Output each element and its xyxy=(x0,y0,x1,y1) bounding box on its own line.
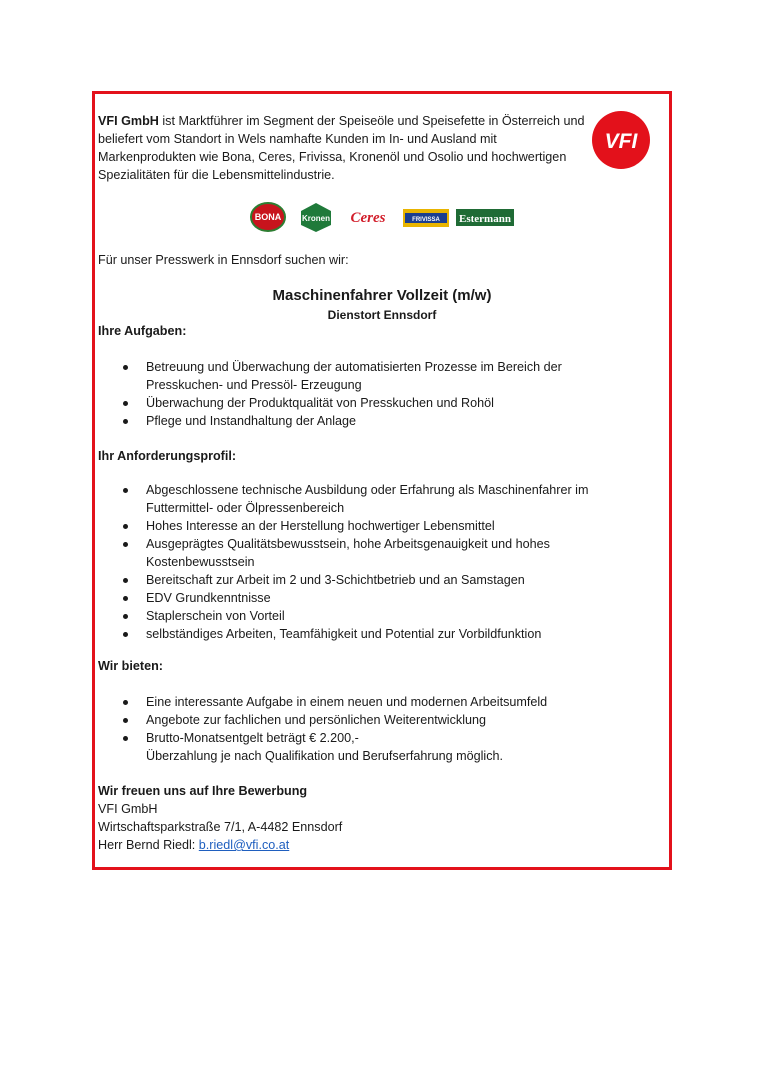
offer-heading: Wir bieten: xyxy=(98,659,163,673)
list-item: Brutto-Monatsentgelt beträgt € 2.200,- Überzahlung je nach Qualifikation und Berufserfahrung möglich. xyxy=(98,729,638,765)
intro-text: ist Marktführer im Segment der Speiseöle und Speisefette in Österreich und beliefert vom Standort in Wels namhafte Kunden im In- und Ausland mit Markenprodukten wie Bona, Ceres, Frivissa, Kronenöl und Osolio und hochwertigen Spezialitäten für die Lebensmittelindustrie. xyxy=(98,114,585,182)
brand-logos xyxy=(248,201,518,233)
profile-list xyxy=(98,481,638,643)
kronen-logo xyxy=(301,203,331,232)
list-item: Hohes Interesse an der Herstellung hochwertiger Lebensmittel xyxy=(98,517,638,535)
list-item: Betreuung und Überwachung der automatisierten Prozesse im Bereich der Presskuchen- und Pressöl- Erzeugung xyxy=(98,358,638,394)
email-link[interactable]: b.riedl@vfi.co.at xyxy=(198,838,290,852)
bona-logo xyxy=(251,203,285,231)
contact-block xyxy=(98,782,342,854)
job-title: Maschinenfahrer Vollzeit (m/w) xyxy=(272,287,492,304)
list-item: Eine interessante Aufgabe in einem neuen und modernen Arbeitsumfeld xyxy=(98,693,638,711)
offer-list xyxy=(98,693,638,765)
job-location: Dienstort Ennsdorf xyxy=(327,308,437,322)
list-item: Staplerschein von Vorteil xyxy=(98,607,638,625)
bona-logo-text: BONA xyxy=(254,212,282,222)
vfi-logo xyxy=(592,111,650,169)
tasks-heading: Ihre Aufgaben: xyxy=(98,324,187,338)
list-item: EDV Grundkenntnisse xyxy=(98,589,638,607)
estermann-logo xyxy=(456,209,514,226)
vfi-logo-text: VFI xyxy=(604,130,638,153)
intro-company: VFI GmbH xyxy=(98,114,159,128)
contact-address: Wirtschaftsparkstraße 7/1, A-4482 Ennsdorf xyxy=(98,820,343,834)
contact-person: Herr Bernd Riedl: xyxy=(98,838,199,852)
list-item: Angebote zur fachlichen und persönlichen Weiterentwicklung xyxy=(98,711,638,729)
closing-line: Wir freuen uns auf Ihre Bewerbung xyxy=(98,784,308,798)
frivissa-logo xyxy=(403,209,449,227)
list-item: selbständiges Arbeiten, Teamfähigkeit und Potential zur Vorbildfunktion xyxy=(98,625,638,643)
list-item: Abgeschlossene technische Ausbildung oder Erfahrung als Maschinenfahrer im Futtermittel- oder Ölpressenbereich xyxy=(98,481,638,517)
ceres-logo: Ceres xyxy=(350,210,386,226)
search-line: Für unser Presswerk in Ennsdorf suchen wir: xyxy=(98,253,349,267)
frivissa-logo-text: FRIVISSA xyxy=(412,217,440,223)
tasks-list xyxy=(98,358,638,430)
list-item: Pflege und Instandhaltung der Anlage xyxy=(98,412,638,430)
estermann-logo-text: Estermann xyxy=(459,213,511,225)
contact-person-line xyxy=(98,836,342,854)
contact-company: VFI GmbH xyxy=(98,802,158,816)
list-item: Ausgeprägtes Qualitätsbewusstsein, hohe Arbeitsgenauigkeit und hohes Kostenbewusstsein xyxy=(98,535,638,571)
list-item: Überwachung der Produktqualität von Presskuchen und Rohöl xyxy=(98,394,638,412)
list-item: Bereitschaft zur Arbeit im 2 und 3-Schichtbetrieb und an Samstagen xyxy=(98,571,638,589)
kronen-logo-text: Kronen xyxy=(302,214,330,223)
intro-paragraph xyxy=(98,112,588,184)
profile-heading: Ihr Anforderungsprofil: xyxy=(98,449,237,463)
